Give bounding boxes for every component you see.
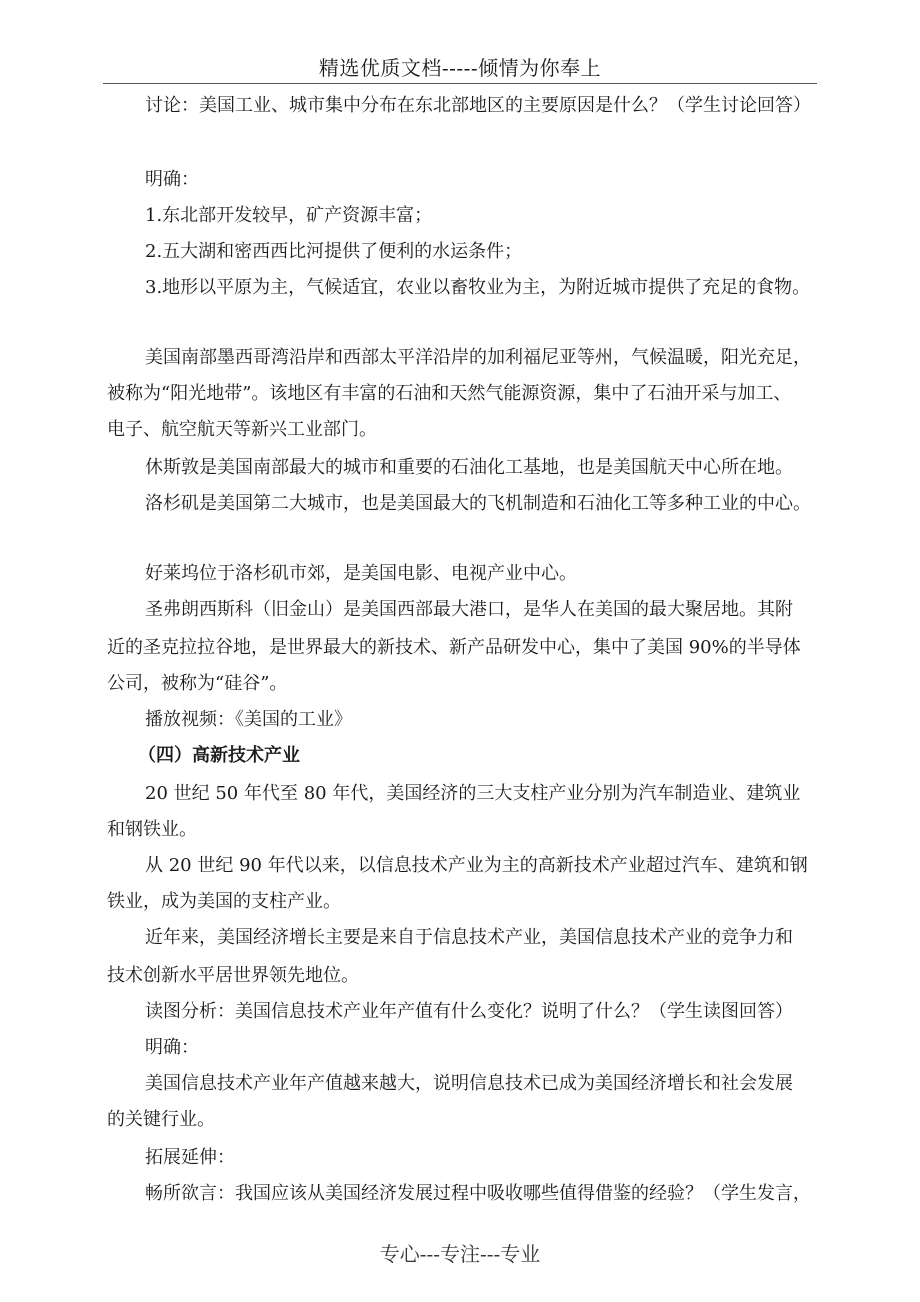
paragraph-line: 技术创新水平居世界领先地位。: [107, 965, 359, 986]
paragraph-line: 洛杉矶是美国第二大城市，也是美国最大的飞机制造和石油化工等多种工业的中心。: [145, 493, 811, 514]
paragraph-line: 播放视频：《美国的工业》: [145, 709, 352, 730]
paragraph-line: 和钢铁业。: [107, 819, 197, 840]
paragraph-line: 圣弗朗西斯科（旧金山）是美国西部最大港口，是华人在美国的最大聚居地。其附: [145, 599, 793, 620]
paragraph-line: 的关键行业。: [107, 1109, 215, 1130]
paragraph-line: 3.地形以平原为主，气候适宜，农业以畜牧业为主，为附近城市提供了充足的食物。: [145, 277, 811, 298]
paragraph-line: 好莱坞位于洛杉矶市郊，是美国电影、电视产业中心。: [145, 563, 577, 584]
paragraph-line: 公司，被称为“硅谷”。: [107, 673, 288, 694]
paragraph-line: 读图分析：美国信息技术产业年产值有什么变化？说明了什么？（学生读图回答）: [145, 1001, 793, 1022]
paragraph-line: 畅所欲言：我国应该从美国经济发展过程中吸收哪些值得借鉴的经验？（学生发言，: [145, 1183, 811, 1204]
paragraph-line: 明确：: [145, 169, 199, 190]
page-footer: 专心---专注---专业: [379, 1242, 541, 1266]
paragraph-line: 被称为“阳光地带”。该地区有丰富的石油和天然气能源资源，集中了石油开采与加工、: [107, 383, 792, 404]
paragraph-line: 讨论：美国工业、城市集中分布在东北部地区的主要原因是什么？（学生讨论回答）: [145, 95, 811, 116]
paragraph-line: 铁业，成为美国的支柱产业。: [107, 891, 341, 912]
paragraph-line: 从 20 世纪 90 年代以来，以信息技术产业为主的高新技术产业超过汽车、建筑和钢: [145, 855, 808, 876]
paragraph-line: 1.东北部开发较早，矿产资源丰富；: [145, 205, 433, 226]
paragraph-line: 近的圣克拉拉谷地，是世界最大的新技术、新产品研发中心，集中了美国 90%的半导体: [107, 637, 801, 658]
page-header: 精选优质文档-----倾情为你奉上: [318, 56, 602, 80]
paragraph-line: 拓展延伸：: [145, 1147, 235, 1168]
header-divider: [103, 83, 817, 84]
paragraph-line: 休斯敦是美国南部最大的城市和重要的石油化工基地，也是美国航天中心所在地。: [145, 457, 793, 478]
paragraph-line: 美国南部墨西哥湾沿岸和西部太平洋沿岸的加利福尼亚等州，气候温暖，阳光充足，: [145, 347, 811, 368]
paragraph-line: 20 世纪 50 年代至 80 年代，美国经济的三大支柱产业分别为汽车制造业、建筑业: [145, 783, 801, 804]
section-heading: （四）高新技术产业: [138, 745, 300, 766]
paragraph-line: 电子、航空航天等新兴工业部门。: [107, 419, 377, 440]
paragraph-line: 明确：: [145, 1037, 199, 1058]
paragraph-line: 2.五大湖和密西西比河提供了便利的水运条件；: [145, 241, 523, 262]
paragraph-line: 近年来，美国经济增长主要是来自于信息技术产业，美国信息技术产业的竞争力和: [145, 927, 793, 948]
paragraph-line: 美国信息技术产业年产值越来越大，说明信息技术已成为美国经济增长和社会发展: [145, 1073, 793, 1094]
